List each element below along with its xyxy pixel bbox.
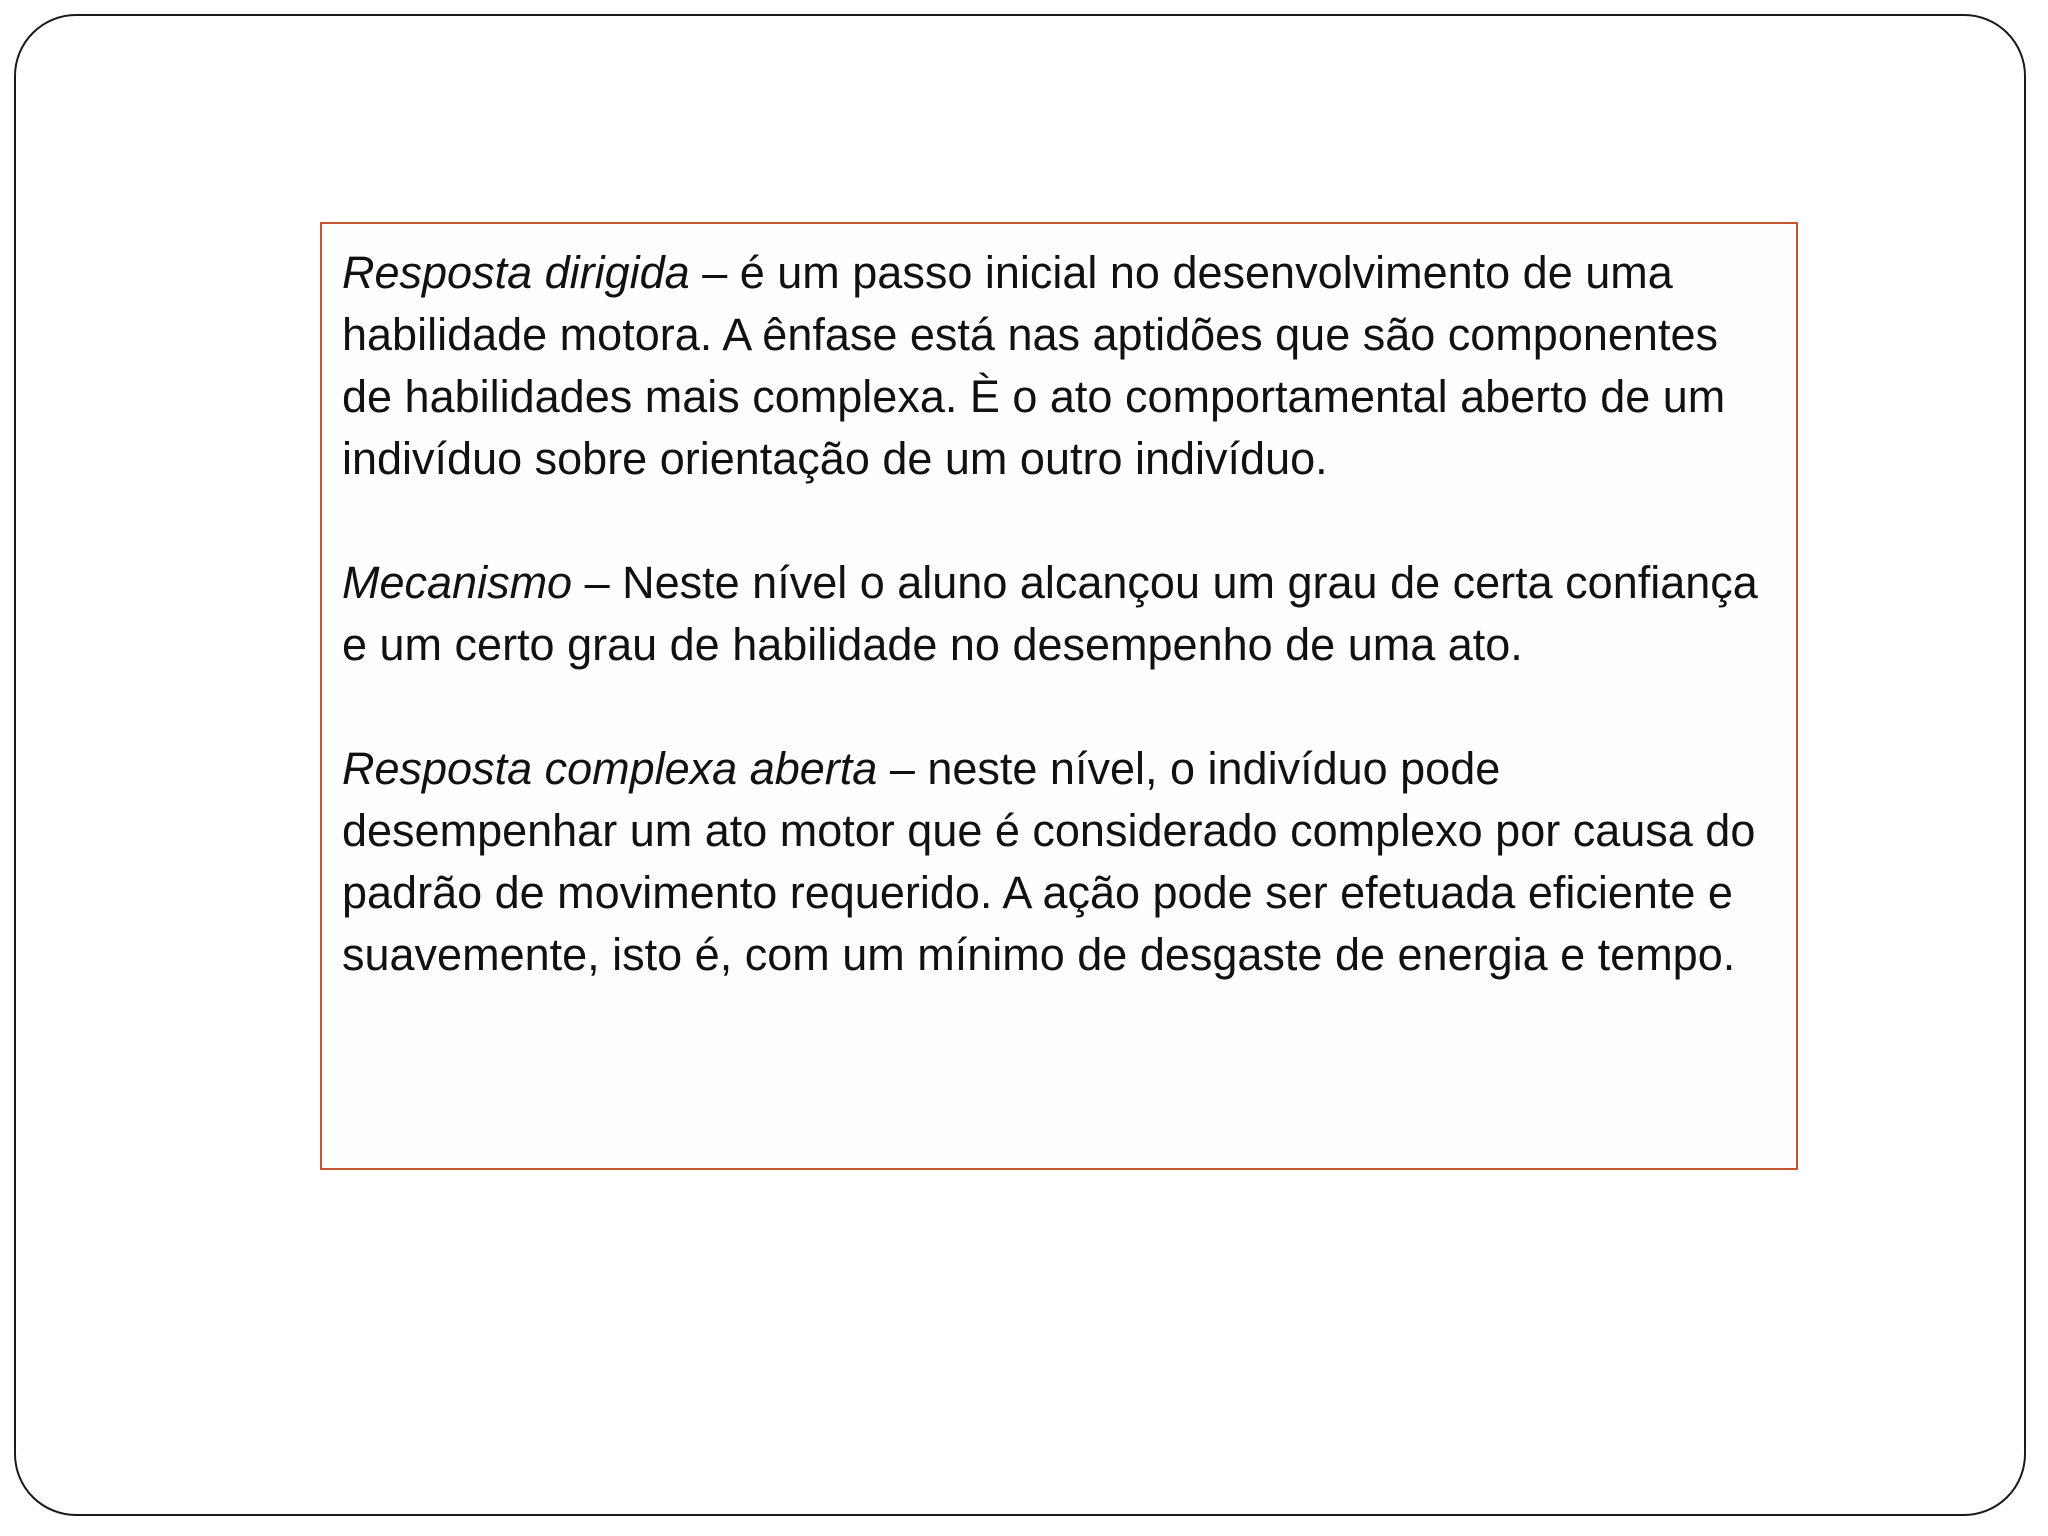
definition-resposta-complexa-aberta: – neste nível, o indivíduo pode desempenhar um ato motor que é considerado complexo por causa do padrão de movimento requerido. A ação pode ser efetuada eficiente e suavemente, isto é, com um mínimo de desgaste de energia e tempo. [342, 743, 1756, 980]
term-resposta-complexa-aberta: Resposta complexa aberta [342, 743, 878, 794]
definition-resposta-dirigida: – é um passo inicial no desenvolvimento de uma habilidade motora. A ênfase está nas aptidões que são componentes de habilidades mais complexa. È o ato comportamental aberto de um indivíduo sobre orientação de um outro indivíduo. [342, 247, 1726, 484]
term-mecanismo: Mecanismo [342, 557, 573, 608]
slide-frame [14, 14, 2026, 1516]
paragraph-mecanismo [342, 552, 1762, 676]
term-resposta-dirigida: Resposta dirigida [342, 247, 690, 298]
content-text-box [320, 222, 1798, 1170]
paragraph-resposta-complexa-aberta [342, 738, 1762, 986]
definition-mecanismo: – Neste nível o aluno alcançou um grau de certa confiança e um certo grau de habilidade no desempenho de uma ato. [342, 557, 1758, 670]
paragraph-resposta-dirigida [342, 242, 1762, 490]
